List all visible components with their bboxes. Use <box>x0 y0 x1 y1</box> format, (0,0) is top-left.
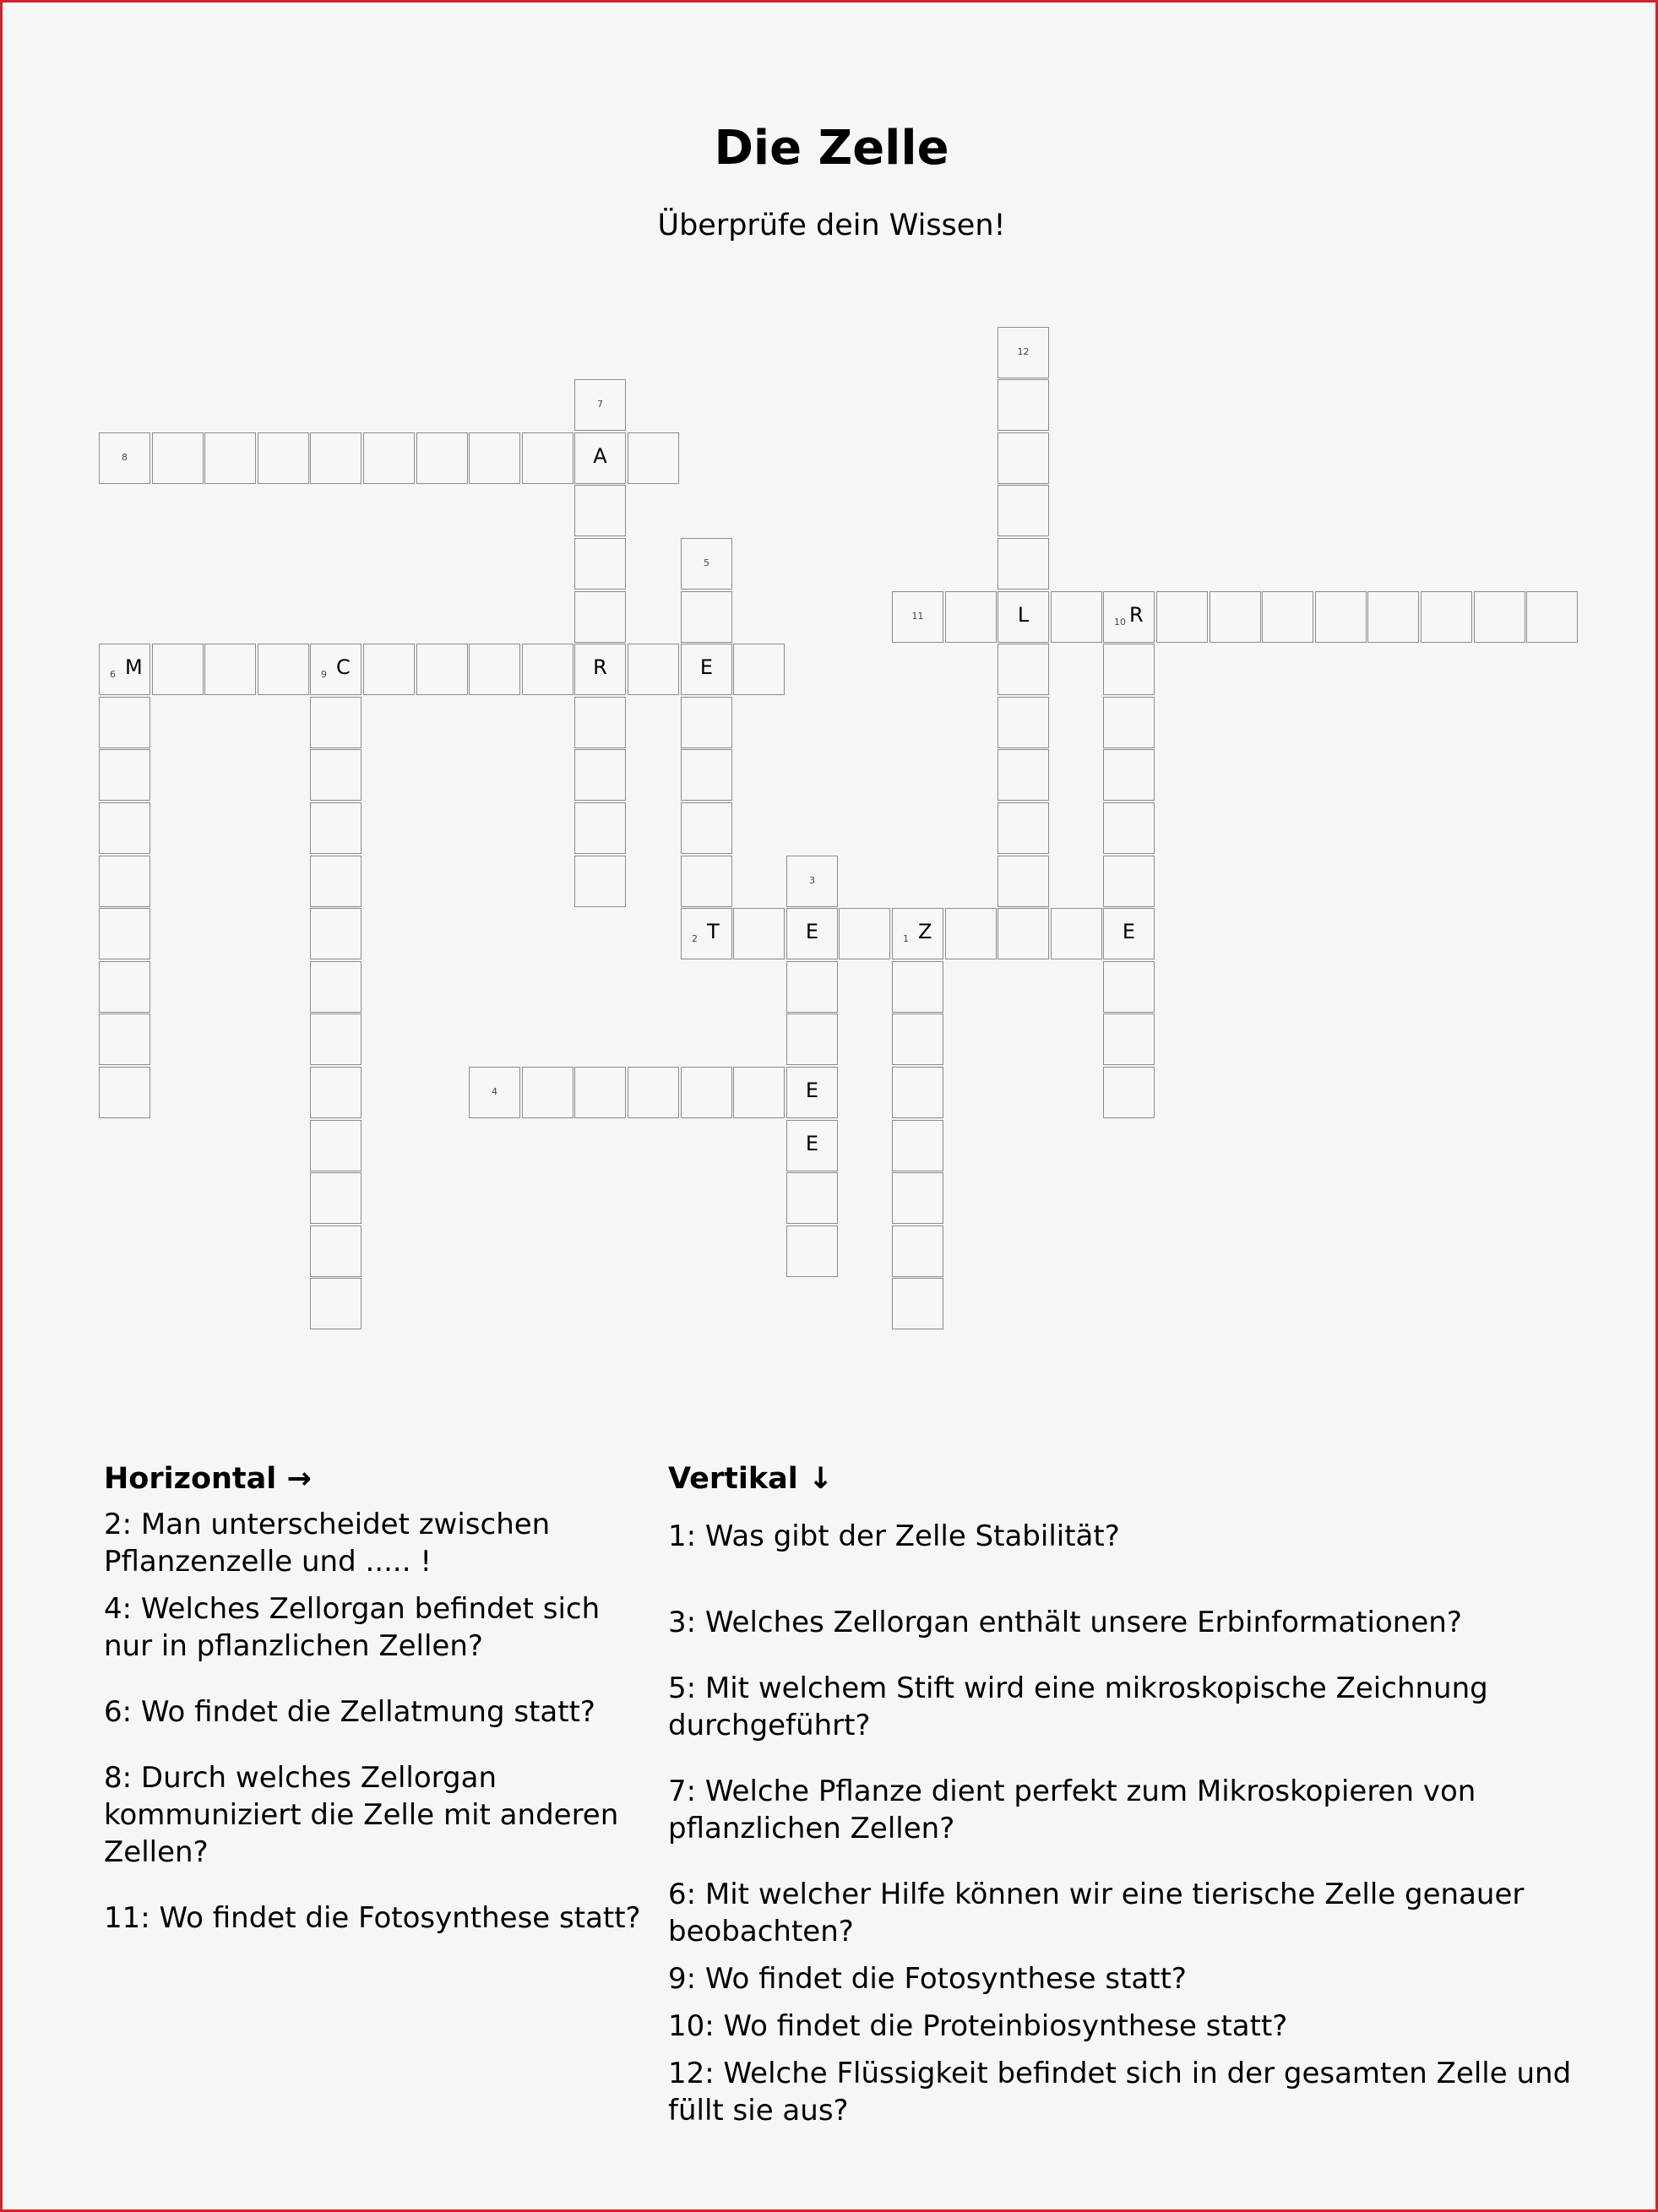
crossword-cell[interactable] <box>839 908 890 959</box>
crossword-cell[interactable] <box>310 697 361 748</box>
clue-down-3: 3: Welches Zellorgan enthält unsere Erbinformationen? <box>668 1606 1462 1639</box>
crossword-cell[interactable] <box>1103 802 1155 854</box>
clue-across-4: 4: Welches Zellorgan befindet sich nur in pflanzlichen Zellen? <box>104 1592 601 1663</box>
clue-number: 2 <box>692 933 698 944</box>
crossword-cell[interactable] <box>945 591 997 643</box>
cell-letter: M <box>125 655 143 679</box>
crossword-cell[interactable] <box>628 1067 679 1118</box>
crossword-cell[interactable] <box>945 908 997 959</box>
crossword-cell[interactable] <box>1315 591 1367 643</box>
cell-letter: E <box>699 655 714 679</box>
crossword-cell[interactable] <box>681 1067 732 1118</box>
cell-letter: C <box>336 655 351 679</box>
crossword-cell[interactable] <box>1421 591 1472 643</box>
crossword-cell[interactable] <box>998 908 1049 959</box>
crossword-cell[interactable] <box>1103 644 1155 695</box>
clue-down-5: 5: Mit welchem Stift wird eine mikroskopische Zeichnung durchgeführt? <box>668 1671 1488 1742</box>
cell-letter: E <box>805 1132 819 1155</box>
crossword-cell[interactable] <box>1210 591 1261 643</box>
crossword-cell[interactable] <box>310 1014 361 1065</box>
clue-across-11: 11: Wo findet die Fotosynthese statt? <box>104 1901 641 1935</box>
crossword-cell[interactable] <box>574 485 626 536</box>
crossword-cell[interactable] <box>152 644 204 695</box>
crossword-cell[interactable] <box>363 644 415 695</box>
crossword-cell[interactable] <box>522 644 574 695</box>
cell-letter: E <box>805 920 819 943</box>
crossword-cell[interactable] <box>522 432 574 484</box>
crossword-cell[interactable] <box>1103 908 1155 959</box>
crossword-cell[interactable] <box>204 432 256 484</box>
crossword-cell[interactable] <box>998 379 1049 431</box>
crossword-cell[interactable] <box>99 697 150 748</box>
crossword-cell[interactable] <box>1262 591 1313 643</box>
crossword-cell[interactable] <box>1367 591 1419 643</box>
clue-down-7: 7: Welche Pflanze dient perfekt zum Mikroskopieren von pflanzlichen Zellen? <box>668 1774 1476 1845</box>
crossword-cell[interactable] <box>310 1226 361 1277</box>
crossword-cell[interactable] <box>574 1067 626 1118</box>
page-title: Die Zelle <box>714 121 949 176</box>
crossword-cell[interactable] <box>310 802 361 854</box>
crossword-cell[interactable] <box>681 644 732 695</box>
crossword-cell[interactable] <box>574 591 626 643</box>
horizontal-heading: Horizontal → <box>104 1462 312 1496</box>
crossword-cell[interactable] <box>99 644 150 695</box>
crossword-cell[interactable] <box>786 1014 838 1065</box>
crossword-cell[interactable] <box>681 908 732 959</box>
crossword-cell[interactable] <box>574 644 626 695</box>
crossword-cell[interactable] <box>786 908 838 959</box>
crossword-cell[interactable] <box>1103 1014 1155 1065</box>
vertical-heading: Vertikal ↓ <box>668 1462 834 1496</box>
crossword-cell[interactable] <box>258 644 309 695</box>
clue-down-6: 6: Mit welcher Hilfe können wir eine tierische Zelle genauer beobachten? <box>668 1878 1525 1948</box>
crossword-cell[interactable] <box>786 1226 838 1277</box>
crossword-cell[interactable] <box>310 961 361 1013</box>
crossword-cell[interactable] <box>681 802 732 854</box>
crossword-cell[interactable] <box>310 856 361 907</box>
crossword-cell[interactable] <box>681 697 732 748</box>
crossword-cell[interactable] <box>1474 591 1525 643</box>
crossword-cell[interactable] <box>998 749 1049 801</box>
crossword-cell[interactable] <box>681 749 732 801</box>
crossword-cell[interactable] <box>99 1014 150 1065</box>
crossword-cell[interactable] <box>310 1120 361 1171</box>
crossword-cell[interactable] <box>574 802 626 854</box>
clue-number: 1 <box>903 933 909 944</box>
clue-down-9: 9: Wo findet die Fotosynthese statt? <box>668 1962 1187 1996</box>
crossword-cell[interactable] <box>998 327 1049 378</box>
crossword-cell[interactable] <box>1051 908 1102 959</box>
crossword-cell[interactable] <box>998 644 1049 695</box>
crossword-cell[interactable] <box>99 908 150 959</box>
crossword-cell[interactable] <box>998 856 1049 907</box>
clue-down-10: 10: Wo findet die Proteinbiosynthese statt? <box>668 2009 1288 2043</box>
crossword-cell[interactable] <box>1103 856 1155 907</box>
crossword-cell[interactable] <box>99 749 150 801</box>
crossword-cell[interactable] <box>99 432 150 484</box>
clue-number: 4 <box>492 1086 497 1097</box>
crossword-cell[interactable] <box>998 697 1049 748</box>
crossword-cell[interactable] <box>786 1120 838 1171</box>
crossword-cell[interactable] <box>892 1067 943 1118</box>
crossword-cell[interactable] <box>1103 591 1155 643</box>
crossword-cell[interactable] <box>786 856 838 907</box>
clue-number: 8 <box>122 452 128 463</box>
crossword-cell[interactable] <box>1526 591 1578 643</box>
clue-down-12: 12: Welche Flüssigkeit befindet sich in der gesamten Zelle und füllt sie aus? <box>668 2057 1572 2128</box>
crossword-cell[interactable] <box>310 1278 361 1329</box>
crossword-cell[interactable] <box>681 538 732 590</box>
crossword-cell[interactable] <box>469 432 520 484</box>
crossword-cell[interactable] <box>733 908 785 959</box>
crossword-cell[interactable] <box>574 697 626 748</box>
cell-letter: A <box>593 444 607 468</box>
cell-letter: L <box>1017 603 1030 627</box>
clue-across-8: 8: Durch welches Zellorgan kommuniziert die Zelle mit anderen Zellen? <box>104 1761 619 1869</box>
vertical-clues <box>668 1462 1580 2129</box>
crossword-cell[interactable] <box>522 1067 574 1118</box>
clue-number: 12 <box>1017 346 1030 357</box>
crossword-cell[interactable] <box>99 802 150 854</box>
crossword-cell[interactable] <box>786 961 838 1013</box>
clue-number: 9 <box>321 669 327 680</box>
cell-letter: T <box>707 920 720 943</box>
crossword-cell[interactable] <box>892 961 943 1013</box>
cell-letter: Z <box>918 920 932 943</box>
crossword-cell[interactable] <box>152 432 204 484</box>
crossword-cell[interactable] <box>416 432 468 484</box>
cell-letter: R <box>593 655 607 679</box>
clue-number: 7 <box>597 399 603 410</box>
crossword-cell[interactable] <box>574 379 626 431</box>
page-subtitle: Überprüfe dein Wissen! <box>657 209 1006 242</box>
crossword-cell[interactable] <box>1156 591 1208 643</box>
horizontal-clues <box>104 1462 644 1937</box>
clue-number: 6 <box>110 669 116 680</box>
crossword-cell[interactable] <box>998 802 1049 854</box>
clue-across-6: 6: Wo findet die Zellatmung statt? <box>104 1695 595 1729</box>
crossword-cell[interactable] <box>892 1014 943 1065</box>
crossword-cell[interactable] <box>681 591 732 643</box>
crossword-cell[interactable] <box>99 856 150 907</box>
crossword-cell[interactable] <box>416 644 468 695</box>
crossword-cell[interactable] <box>99 1067 150 1118</box>
clue-number: 10 <box>1114 617 1126 628</box>
crossword-cell[interactable] <box>998 485 1049 536</box>
crossword-cell[interactable] <box>892 1120 943 1171</box>
crossword-cell[interactable] <box>574 432 626 484</box>
crossword-cell[interactable] <box>258 432 309 484</box>
crossword-cell[interactable] <box>786 1067 838 1118</box>
cell-letter: E <box>805 1079 819 1102</box>
crossword-cell[interactable] <box>469 1067 520 1118</box>
crossword-cell[interactable] <box>204 644 256 695</box>
crossword-cell[interactable] <box>786 1172 838 1224</box>
crossword-cell[interactable] <box>310 1067 361 1118</box>
crossword-cell[interactable] <box>998 538 1049 590</box>
clue-down-1: 1: Was gibt der Zelle Stabilität? <box>668 1519 1120 1553</box>
crossword-cell[interactable] <box>628 644 679 695</box>
crossword-cell[interactable] <box>310 749 361 801</box>
crossword-cell[interactable] <box>1103 1067 1155 1118</box>
crossword-cell[interactable] <box>363 432 415 484</box>
crossword-cell[interactable] <box>99 961 150 1013</box>
crossword-cell[interactable] <box>733 1067 785 1118</box>
crossword-cell[interactable] <box>1103 697 1155 748</box>
clue-across-2: 2: Man unterscheidet zwischen Pflanzenzelle und ..... ! <box>104 1508 551 1579</box>
crossword-cell[interactable] <box>998 591 1049 643</box>
crossword-cell[interactable] <box>1051 591 1102 643</box>
crossword-cell[interactable] <box>892 1172 943 1224</box>
cell-letter: R <box>1129 603 1144 627</box>
crossword-cell[interactable] <box>574 538 626 590</box>
clue-number: 11 <box>911 611 924 622</box>
crossword-cell[interactable] <box>310 908 361 959</box>
crossword-cell[interactable] <box>998 432 1049 484</box>
crossword-cell[interactable] <box>892 591 943 643</box>
clue-number: 5 <box>704 557 709 568</box>
crossword-cell[interactable] <box>310 644 361 695</box>
crossword-cell[interactable] <box>310 432 361 484</box>
crossword-cell[interactable] <box>892 1278 943 1329</box>
crossword-cell[interactable] <box>1103 961 1155 1013</box>
crossword-cell[interactable] <box>733 644 785 695</box>
crossword-cell[interactable] <box>310 1172 361 1224</box>
crossword-cell[interactable] <box>681 856 732 907</box>
crossword-cell[interactable] <box>574 856 626 907</box>
crossword-cell[interactable] <box>1103 749 1155 801</box>
crossword-cell[interactable] <box>892 1226 943 1277</box>
crossword-cell[interactable] <box>892 908 943 959</box>
clue-number: 3 <box>809 875 815 886</box>
crossword-grid <box>3 3 1658 1371</box>
crossword-cell[interactable] <box>628 432 679 484</box>
cell-letter: E <box>1122 920 1136 943</box>
crossword-cell[interactable] <box>469 644 520 695</box>
crossword-cell[interactable] <box>574 749 626 801</box>
